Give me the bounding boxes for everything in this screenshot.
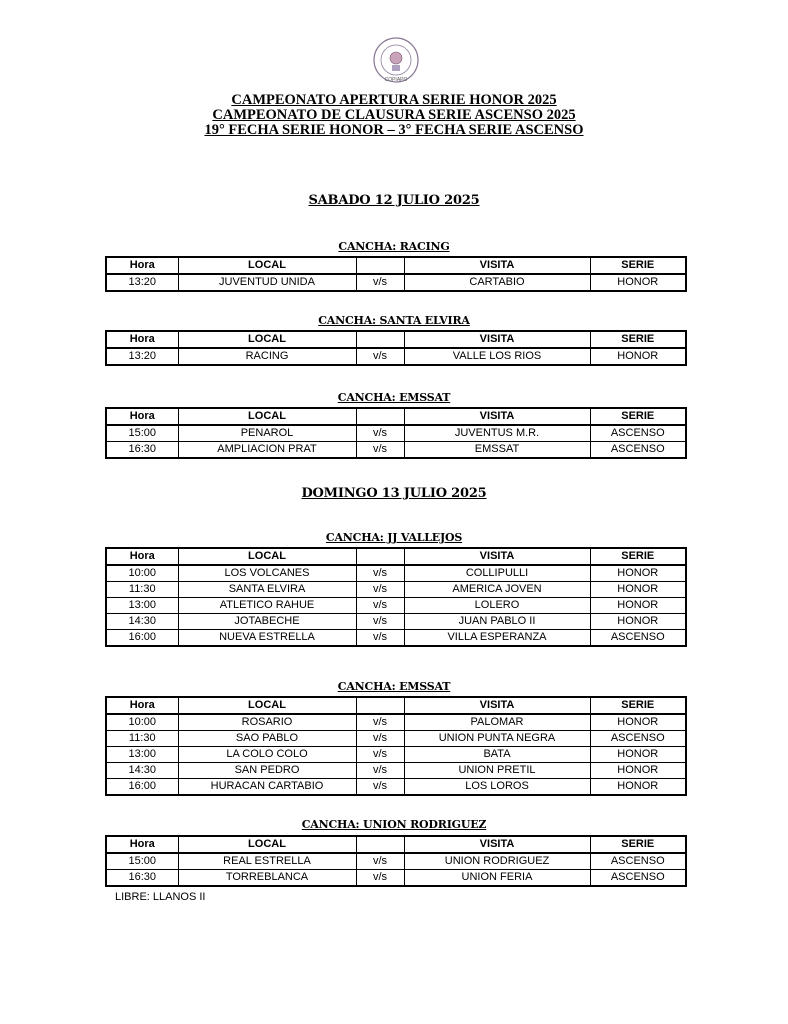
cell-vs: v/s <box>356 630 404 647</box>
cell-local: JOTABECHE <box>178 614 356 630</box>
cell-vs: v/s <box>356 598 404 614</box>
fixture-table <box>105 696 687 796</box>
header-vs <box>356 836 404 853</box>
cell-local: ATLETICO RAHUE <box>178 598 356 614</box>
table-row <box>106 747 686 763</box>
cell-vs: v/s <box>356 565 404 582</box>
cancha-title: CANCHA: SANTA ELVIRA <box>318 314 470 327</box>
cell-visita: CARTABIO <box>404 274 590 291</box>
cell-hora: 16:00 <box>106 779 178 796</box>
cell-vs: v/s <box>356 853 404 870</box>
day-heading-saturday: SABADO 12 JULIO 2025 <box>308 193 480 208</box>
table-row <box>106 870 686 887</box>
header-hora: Hora <box>106 836 178 853</box>
cell-hora: 11:30 <box>106 582 178 598</box>
table-header-row <box>106 697 686 714</box>
cell-serie: ASCENSO <box>590 442 686 459</box>
cancha-title: CANCHA: EMSSAT <box>337 391 451 404</box>
title-line-1: CAMPEONATO APERTURA SERIE HONOR 2025 <box>231 92 557 108</box>
cell-local: RACING <box>178 348 356 365</box>
table-header-row <box>106 257 686 274</box>
cell-vs: v/s <box>356 870 404 887</box>
libre-note: LIBRE: LLANOS II <box>115 891 206 903</box>
cell-hora: 10:00 <box>106 714 178 731</box>
cell-serie: ASCENSO <box>590 870 686 887</box>
cell-serie: HONOR <box>590 747 686 763</box>
cell-visita: AMERICA JOVEN <box>404 582 590 598</box>
cell-hora: 13:20 <box>106 348 178 365</box>
header-hora: Hora <box>106 408 178 425</box>
cell-vs: v/s <box>356 731 404 747</box>
header-hora: Hora <box>106 697 178 714</box>
table-row <box>106 425 686 442</box>
cell-serie: HONOR <box>590 348 686 365</box>
cell-serie: HONOR <box>590 598 686 614</box>
cell-hora: 13:00 <box>106 747 178 763</box>
table-header-row <box>106 408 686 425</box>
cell-visita: UNION PRETIL <box>404 763 590 779</box>
table-row <box>106 348 686 365</box>
cancha-title: CANCHA: RACING <box>338 240 450 253</box>
cell-vs: v/s <box>356 714 404 731</box>
document-titles <box>0 93 788 138</box>
cell-local: SANTA ELVIRA <box>178 582 356 598</box>
fixture-table <box>105 330 687 366</box>
header-serie: SERIE <box>590 257 686 274</box>
cell-serie: HONOR <box>590 779 686 796</box>
header-vs <box>356 331 404 348</box>
cell-serie: HONOR <box>590 274 686 291</box>
fixture-table <box>105 835 687 887</box>
header-vs <box>356 257 404 274</box>
cell-local: AMPLIACION PRAT <box>178 442 356 459</box>
cell-vs: v/s <box>356 274 404 291</box>
cell-visita: VALLE LOS RIOS <box>404 348 590 365</box>
cell-hora: 15:00 <box>106 425 178 442</box>
cell-visita: PALOMAR <box>404 714 590 731</box>
cell-hora: 16:30 <box>106 442 178 459</box>
table-row <box>106 630 686 647</box>
header-vs <box>356 408 404 425</box>
cell-serie: HONOR <box>590 582 686 598</box>
header-serie: SERIE <box>590 697 686 714</box>
table-row <box>106 853 686 870</box>
association-logo <box>366 36 426 86</box>
cell-serie: ASCENSO <box>590 853 686 870</box>
cell-vs: v/s <box>356 348 404 365</box>
cell-hora: 16:30 <box>106 870 178 887</box>
cell-hora: 14:30 <box>106 763 178 779</box>
header-visita: VISITA <box>404 331 590 348</box>
cell-hora: 15:00 <box>106 853 178 870</box>
cell-visita: JUAN PABLO II <box>404 614 590 630</box>
table-header-row <box>106 836 686 853</box>
header-visita: VISITA <box>404 548 590 565</box>
cell-visita: LOS LOROS <box>404 779 590 796</box>
header-local: LOCAL <box>178 697 356 714</box>
cell-local: SAO PABLO <box>178 731 356 747</box>
cell-vs: v/s <box>356 582 404 598</box>
cell-visita: JUVENTUS M.R. <box>404 425 590 442</box>
header-vs <box>356 548 404 565</box>
fixture-table <box>105 547 687 647</box>
cell-visita: UNION FERIA <box>404 870 590 887</box>
cell-local: SAN PEDRO <box>178 763 356 779</box>
table-header-row <box>106 548 686 565</box>
title-line-3: 19° FECHA SERIE HONOR – 3° FECHA SERIE ASCENSO <box>204 122 584 138</box>
cell-visita: UNION PUNTA NEGRA <box>404 731 590 747</box>
cell-local: LOS VOLCANES <box>178 565 356 582</box>
cell-hora: 14:30 <box>106 614 178 630</box>
table-row <box>106 714 686 731</box>
cancha-title: CANCHA: JJ VALLEJOS <box>325 531 463 544</box>
header-local: LOCAL <box>178 408 356 425</box>
table-header-row <box>106 331 686 348</box>
header-local: LOCAL <box>178 836 356 853</box>
cell-local: NUEVA ESTRELLA <box>178 630 356 647</box>
cell-hora: 16:00 <box>106 630 178 647</box>
day-heading-sunday: DOMINGO 13 JULIO 2025 <box>301 486 487 501</box>
cell-local: TORREBLANCA <box>178 870 356 887</box>
cell-visita: COLLIPULLI <box>404 565 590 582</box>
cell-vs: v/s <box>356 425 404 442</box>
cell-local: LA COLO COLO <box>178 747 356 763</box>
header-hora: Hora <box>106 331 178 348</box>
cell-local: JUVENTUD UNIDA <box>178 274 356 291</box>
cell-vs: v/s <box>356 442 404 459</box>
table-row <box>106 779 686 796</box>
table-row <box>106 598 686 614</box>
cell-vs: v/s <box>356 779 404 796</box>
header-local: LOCAL <box>178 331 356 348</box>
header-local: LOCAL <box>178 257 356 274</box>
header-visita: VISITA <box>404 697 590 714</box>
header-serie: SERIE <box>590 331 686 348</box>
cell-hora: 10:00 <box>106 565 178 582</box>
cell-local: PENAROL <box>178 425 356 442</box>
cell-hora: 13:00 <box>106 598 178 614</box>
cell-serie: HONOR <box>590 614 686 630</box>
table-row <box>106 442 686 459</box>
svg-text:COPIAPO: COPIAPO <box>384 77 408 83</box>
header-hora: Hora <box>106 257 178 274</box>
cancha-title: CANCHA: EMSSAT <box>337 680 451 693</box>
cell-serie: ASCENSO <box>590 731 686 747</box>
cell-visita: LOLERO <box>404 598 590 614</box>
table-row <box>106 763 686 779</box>
header-visita: VISITA <box>404 836 590 853</box>
cancha-title: CANCHA: UNION RODRIGUEZ <box>301 818 487 831</box>
cell-visita: BATA <box>404 747 590 763</box>
cell-local: HURACAN CARTABIO <box>178 779 356 796</box>
cell-hora: 11:30 <box>106 731 178 747</box>
cell-visita: VILLA ESPERANZA <box>404 630 590 647</box>
header-visita: VISITA <box>404 408 590 425</box>
cell-vs: v/s <box>356 614 404 630</box>
header-visita: VISITA <box>404 257 590 274</box>
cell-serie: HONOR <box>590 565 686 582</box>
cell-serie: HONOR <box>590 763 686 779</box>
table-row <box>106 614 686 630</box>
cell-vs: v/s <box>356 747 404 763</box>
cell-vs: v/s <box>356 763 404 779</box>
cell-visita: EMSSAT <box>404 442 590 459</box>
header-local: LOCAL <box>178 548 356 565</box>
cell-serie: ASCENSO <box>590 425 686 442</box>
header-serie: SERIE <box>590 408 686 425</box>
cell-local: ROSARIO <box>178 714 356 731</box>
cell-serie: HONOR <box>590 714 686 731</box>
title-line-2: CAMPEONATO DE CLAUSURA SERIE ASCENSO 2025 <box>212 107 576 123</box>
table-row <box>106 565 686 582</box>
header-hora: Hora <box>106 548 178 565</box>
fixture-table <box>105 256 687 292</box>
table-row <box>106 582 686 598</box>
table-row <box>106 731 686 747</box>
header-serie: SERIE <box>590 836 686 853</box>
cell-local: REAL ESTRELLA <box>178 853 356 870</box>
header-serie: SERIE <box>590 548 686 565</box>
cell-hora: 13:20 <box>106 274 178 291</box>
table-row <box>106 274 686 291</box>
cell-visita: UNION RODRIGUEZ <box>404 853 590 870</box>
cell-serie: ASCENSO <box>590 630 686 647</box>
header-vs <box>356 697 404 714</box>
fixture-table <box>105 407 687 459</box>
